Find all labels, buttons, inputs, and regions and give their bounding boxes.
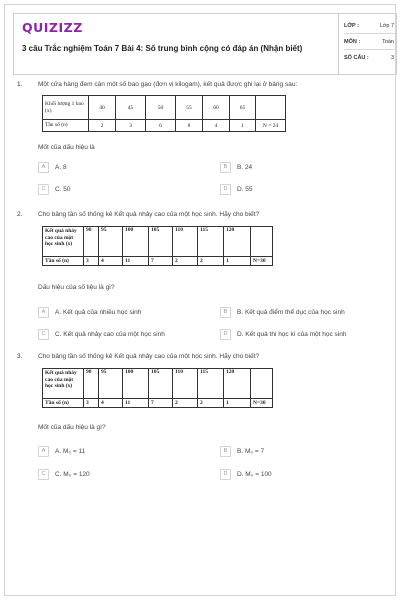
meta-subject bbox=[344, 39, 394, 45]
question-text: Cho bảng tần số thống kê Kết quả nhảy cao của một học sinh. Hãy cho biết? bbox=[38, 353, 260, 360]
table-cell: 2 bbox=[198, 257, 224, 266]
option-letter-box: C bbox=[38, 329, 49, 340]
table-row bbox=[43, 96, 286, 120]
question-number: 3. bbox=[17, 353, 23, 360]
table-cell: 110 bbox=[173, 227, 198, 257]
table-cell: 120 bbox=[224, 227, 251, 257]
table-cell: 95 bbox=[99, 227, 123, 257]
option-letter-box: C bbox=[38, 469, 49, 480]
quizizz-logo: QUIZIZZ bbox=[22, 20, 83, 35]
meta-subject-key: MÔN : bbox=[344, 39, 361, 45]
meta-divider bbox=[344, 33, 396, 34]
question-prompt: Dấu hiệu của số liệu là gì? bbox=[38, 284, 115, 291]
option-d[interactable] bbox=[220, 328, 346, 340]
option-letter-box: D bbox=[220, 469, 231, 480]
option-text: C. Kết quả nhảy cao của một học sinh bbox=[55, 330, 165, 338]
table-cell: N=30 bbox=[251, 399, 273, 408]
table-cell: Kết quả nhảy cao của một học sinh (x) bbox=[43, 369, 84, 399]
option-text: A. M₀ = 11 bbox=[55, 447, 86, 455]
table-cell: 3 bbox=[116, 120, 146, 132]
table-cell: 1 bbox=[224, 257, 251, 266]
option-text: D. M₀ = 100 bbox=[237, 470, 272, 478]
table-cell: 105 bbox=[149, 369, 173, 399]
table-cell: N = 24 bbox=[256, 120, 286, 132]
question-text: Cho bảng tần số thống kê Kết quả nhảy cao của một học sinh. Hãy cho biết? bbox=[38, 211, 260, 218]
option-c[interactable] bbox=[38, 468, 90, 480]
option-text: B. 24 bbox=[237, 163, 253, 171]
table-cell: Tần số (n) bbox=[43, 120, 89, 132]
table-cell: 3 bbox=[84, 257, 99, 266]
option-text: D. 55 bbox=[237, 185, 253, 193]
table-row bbox=[43, 120, 286, 132]
header-divider bbox=[338, 14, 339, 74]
table-cell: 4 bbox=[99, 399, 123, 408]
data-table bbox=[42, 95, 286, 132]
option-letter-box: D bbox=[220, 329, 231, 340]
meta-class-key: LỚP : bbox=[344, 23, 359, 29]
table-cell: 95 bbox=[99, 369, 123, 399]
meta-subject-value: Toán bbox=[382, 39, 394, 45]
table-cell: 105 bbox=[149, 227, 173, 257]
table-row bbox=[43, 369, 273, 399]
data-table bbox=[42, 368, 273, 408]
meta-count-value: 3 bbox=[390, 55, 394, 61]
table-cell: 7 bbox=[149, 399, 173, 408]
option-letter-box: A bbox=[38, 446, 49, 457]
table-cell: Kết quả nhảy cao của một học sinh (x) bbox=[43, 227, 84, 257]
option-a[interactable] bbox=[38, 445, 85, 457]
worksheet-header bbox=[13, 13, 397, 75]
table-cell: 115 bbox=[198, 369, 224, 399]
table-cell: Tần số (n) bbox=[43, 257, 84, 266]
option-d[interactable] bbox=[220, 183, 253, 195]
table-cell: 4 bbox=[99, 257, 123, 266]
table-cell: 11 bbox=[123, 257, 149, 266]
table-cell: 8 bbox=[176, 120, 203, 132]
table-row bbox=[43, 257, 273, 266]
table-cell: 7 bbox=[149, 257, 173, 266]
table-cell: 100 bbox=[123, 369, 149, 399]
table-cell: Khối lượng 1 bao (x) bbox=[43, 96, 89, 120]
table-cell: 45 bbox=[116, 96, 146, 120]
option-c[interactable] bbox=[38, 328, 165, 340]
option-b[interactable] bbox=[220, 445, 264, 457]
worksheet-page bbox=[4, 4, 396, 596]
table-cell: 115 bbox=[198, 227, 224, 257]
meta-count-key: SỐ CÂU : bbox=[344, 55, 369, 61]
table-cell bbox=[256, 96, 286, 120]
option-a[interactable] bbox=[38, 161, 67, 173]
option-b[interactable] bbox=[220, 306, 345, 318]
meta-count bbox=[344, 55, 394, 61]
option-b[interactable] bbox=[220, 161, 252, 173]
table-cell: 65 bbox=[230, 96, 256, 120]
table-cell: 2 bbox=[173, 399, 198, 408]
question-text: Một cửa hàng đem cân một số bao gạo (đơn vị kilogam), kết quả được ghi lại ở bảng sau: bbox=[38, 81, 298, 88]
table-cell: 90 bbox=[84, 227, 99, 257]
table-cell: 50 bbox=[146, 96, 176, 120]
table-cell bbox=[251, 369, 273, 399]
table-cell: 90 bbox=[84, 369, 99, 399]
question-number: 2. bbox=[17, 211, 23, 218]
meta-divider bbox=[344, 49, 396, 50]
page-title: 3 câu Trắc nghiệm Toán 7 Bài 4: Số trung bình cộng có đáp án (Nhận biết) bbox=[22, 44, 303, 53]
table-cell: 4 bbox=[203, 120, 230, 132]
table-cell: N=30 bbox=[251, 257, 273, 266]
option-letter-box: A bbox=[38, 162, 49, 173]
table-cell bbox=[251, 227, 273, 257]
table-cell: 1 bbox=[230, 120, 256, 132]
option-text: B. M₀ = 7 bbox=[237, 447, 265, 455]
table-cell: 2 bbox=[198, 399, 224, 408]
meta-class-value: Lớp 7 bbox=[379, 23, 394, 29]
option-letter-box: B bbox=[220, 446, 231, 457]
option-c[interactable] bbox=[38, 183, 71, 195]
data-table bbox=[42, 226, 273, 266]
table-cell: 1 bbox=[224, 399, 251, 408]
table-cell: 2 bbox=[173, 257, 198, 266]
option-text: A. Kết quả của nhiều học sinh bbox=[55, 308, 142, 316]
table-cell: 55 bbox=[176, 96, 203, 120]
option-letter-box: B bbox=[220, 162, 231, 173]
option-letter-box: C bbox=[38, 184, 49, 195]
question-prompt: Mốt của dấu hiệu là gì? bbox=[38, 424, 106, 431]
option-text: B. Kết quả điểm thể dục của học sinh bbox=[237, 308, 345, 316]
question-prompt: Mốt của dấu hiệu là bbox=[38, 144, 95, 151]
option-text: A. 8 bbox=[55, 163, 67, 171]
option-text: C. M₀ = 120 bbox=[55, 470, 90, 478]
table-row bbox=[43, 399, 273, 408]
table-cell: 6 bbox=[146, 120, 176, 132]
table-cell: 100 bbox=[123, 227, 149, 257]
table-cell: 110 bbox=[173, 369, 198, 399]
meta-class bbox=[344, 23, 394, 29]
option-letter-box: B bbox=[220, 307, 231, 318]
option-letter-box: A bbox=[38, 307, 49, 318]
table-cell: 2 bbox=[89, 120, 116, 132]
table-cell: Tần số (n) bbox=[43, 399, 84, 408]
table-cell: 40 bbox=[89, 96, 116, 120]
option-d[interactable] bbox=[220, 468, 272, 480]
question-number: 1. bbox=[17, 81, 23, 88]
table-cell: 3 bbox=[84, 399, 99, 408]
option-text: C. 50 bbox=[55, 185, 71, 193]
table-cell: 120 bbox=[224, 369, 251, 399]
option-text: D. Kết quả thi học kì của một học sinh bbox=[237, 330, 347, 338]
option-a[interactable] bbox=[38, 306, 141, 318]
table-cell: 60 bbox=[203, 96, 230, 120]
table-cell: 11 bbox=[123, 399, 149, 408]
table-row bbox=[43, 227, 273, 257]
option-letter-box: D bbox=[220, 184, 231, 195]
